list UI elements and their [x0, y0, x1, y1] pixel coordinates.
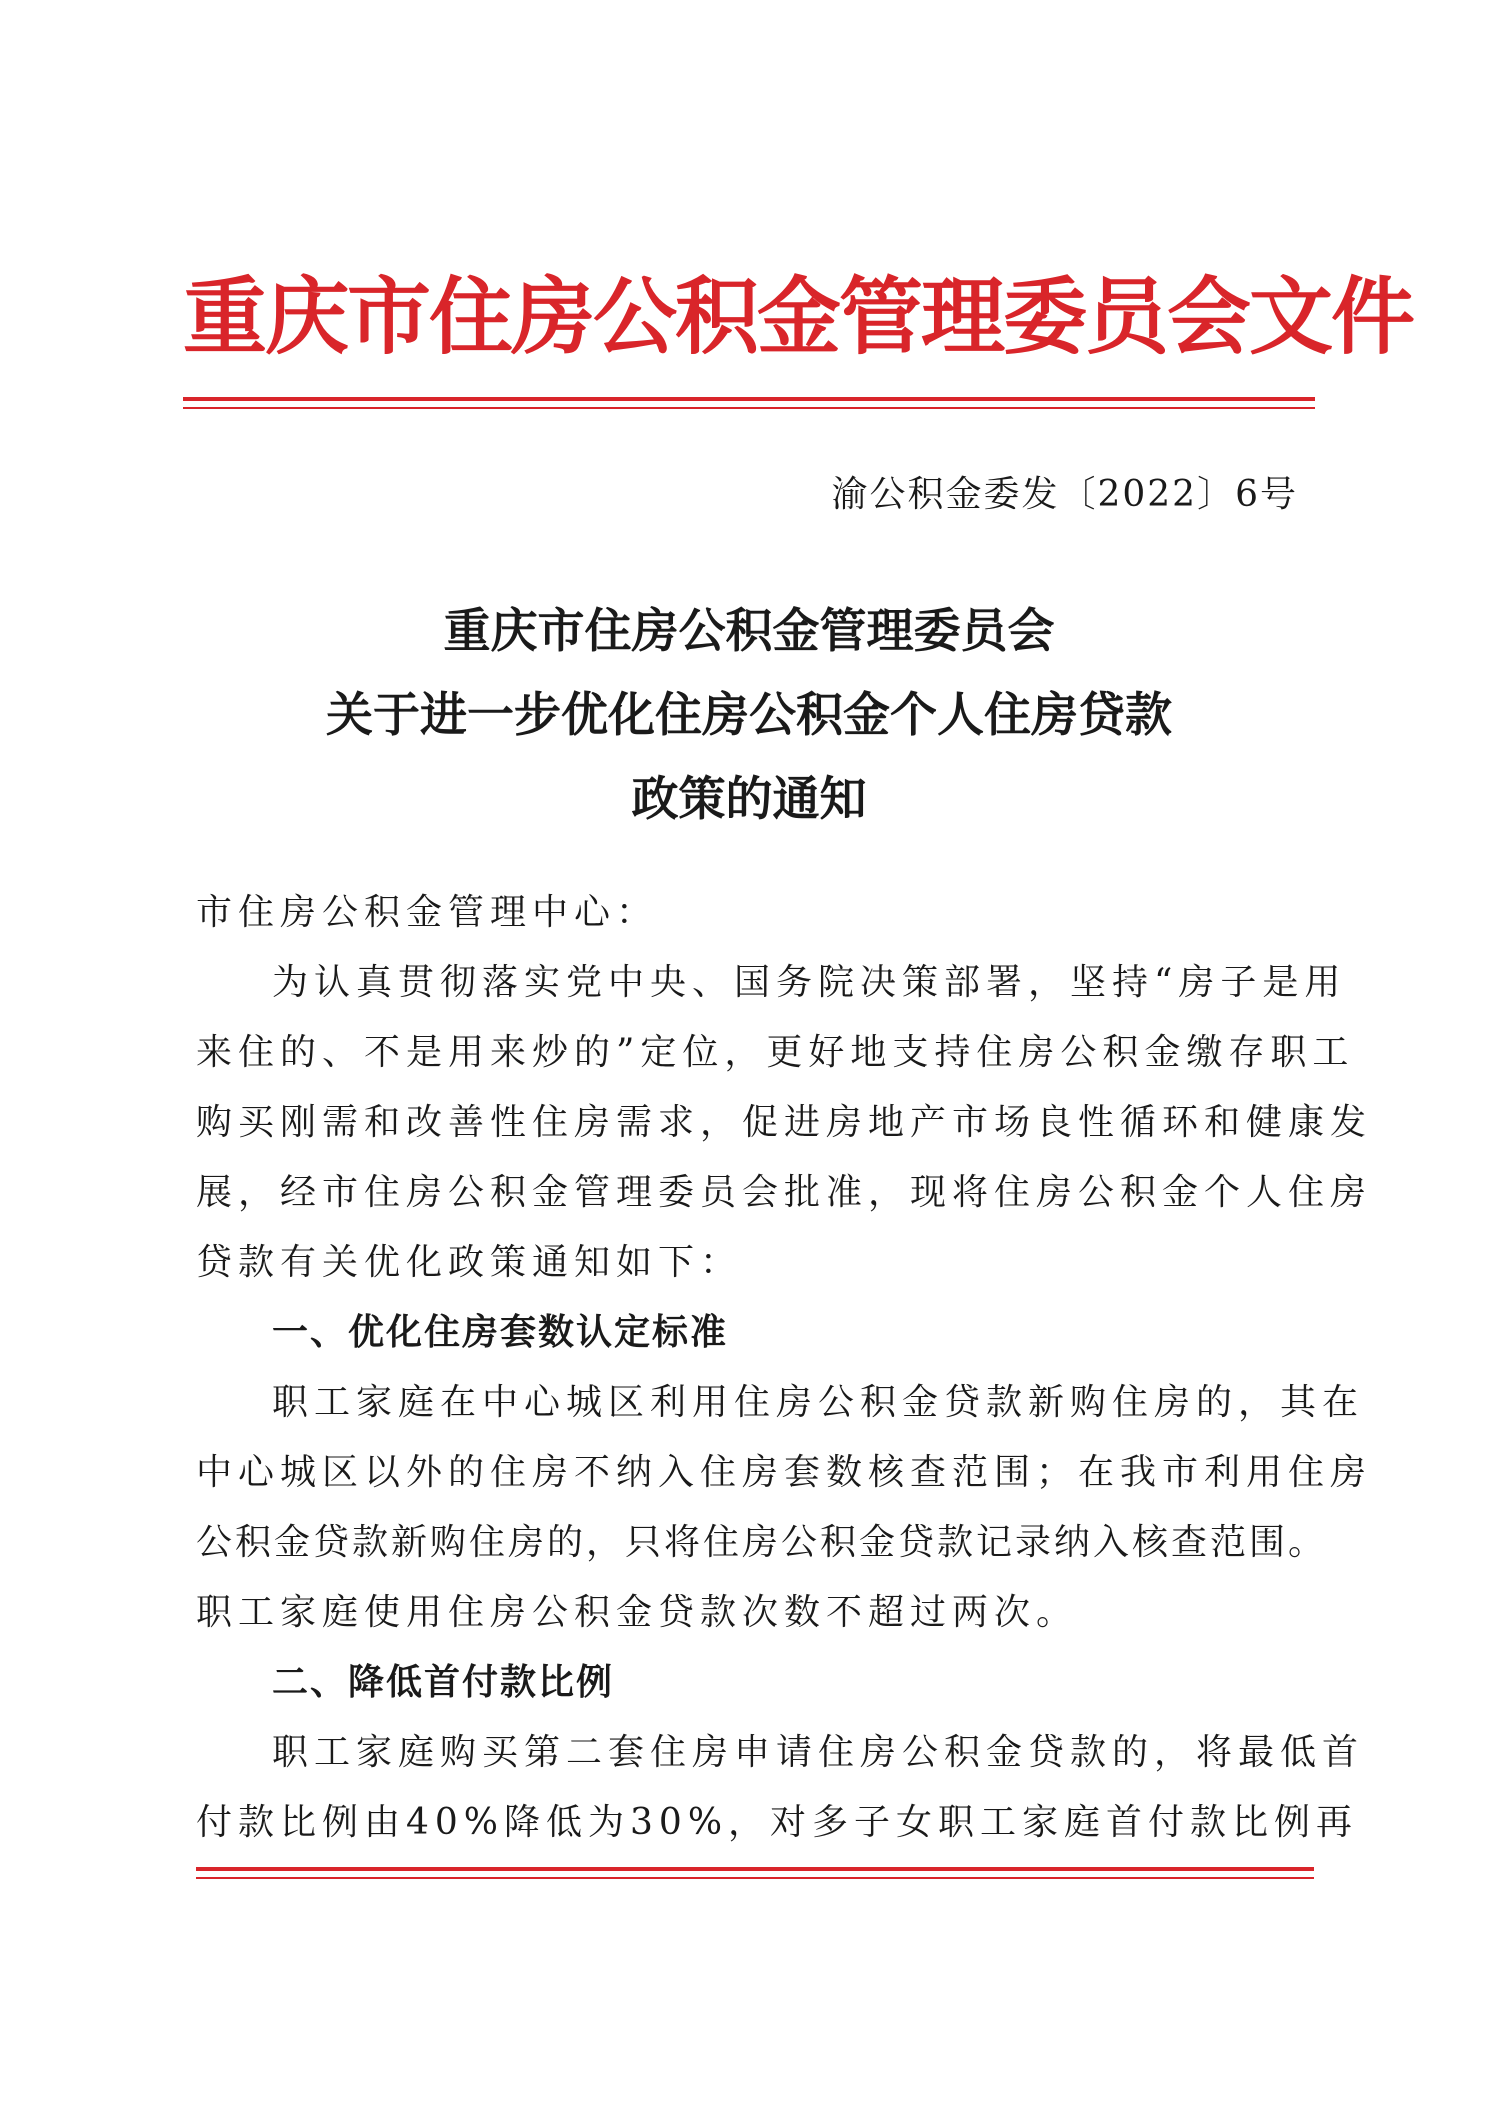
- salutation: 市住房公积金管理中心：: [196, 892, 659, 933]
- paragraph-line: 职工家庭购买第二套住房申请住房公积金贷款的，将最低首: [272, 1732, 1365, 1773]
- title-line-2: 关于进一步优化住房公积金个人住房贷款: [326, 688, 1172, 743]
- paragraph-line: 职工家庭在中心城区利用住房公积金贷款新购住房的，其在: [272, 1382, 1365, 1423]
- paragraph-line: 购买刚需和改善性住房需求，促进房地产市场良性循环和健康发: [196, 1102, 1373, 1143]
- paragraph-line: 职工家庭使用住房公积金贷款次数不超过两次。: [196, 1592, 1079, 1633]
- paragraph-line: 公积金贷款新购住房的，只将住房公积金贷款记录纳入核查范围。: [196, 1522, 1328, 1563]
- paragraph-line: 付款比例由40%降低为30%，对多子女职工家庭首付款比例再: [196, 1802, 1359, 1843]
- title-line-1: 重庆市住房公积金管理委员会: [443, 604, 1055, 659]
- footer-rule-thin: [196, 1877, 1314, 1879]
- paragraph-line: 展，经市住房公积金管理委员会批准，现将住房公积金个人住房: [196, 1172, 1373, 1213]
- footer-rule-thick: [196, 1867, 1314, 1871]
- paragraph-line: 中心城区以外的住房不纳入住房套数核查范围；在我市利用住房: [196, 1452, 1373, 1493]
- masthead-title: 重庆市住房公积金管理委员会文件: [183, 268, 1414, 366]
- document-title: [183, 590, 1315, 842]
- title-line-3: 政策的通知: [631, 772, 867, 827]
- masthead-rule-thick: [183, 397, 1315, 401]
- paragraph-line: 来住的、不是用来炒的”定位，更好地支持住房公积金缴存职工: [196, 1032, 1355, 1073]
- section-heading: 一、优化住房套数认定标准: [272, 1312, 729, 1353]
- document-number: 渝公积金委发〔2022〕6号: [831, 474, 1298, 515]
- paragraph-line: 贷款有关优化政策通知如下：: [196, 1242, 743, 1283]
- masthead-rule-thin: [183, 407, 1315, 409]
- paragraph-line: 为认真贯彻落实党中央、国务院决策部署，坚持“房子是用: [272, 962, 1347, 1003]
- section-heading: 二、降低首付款比例: [272, 1662, 615, 1703]
